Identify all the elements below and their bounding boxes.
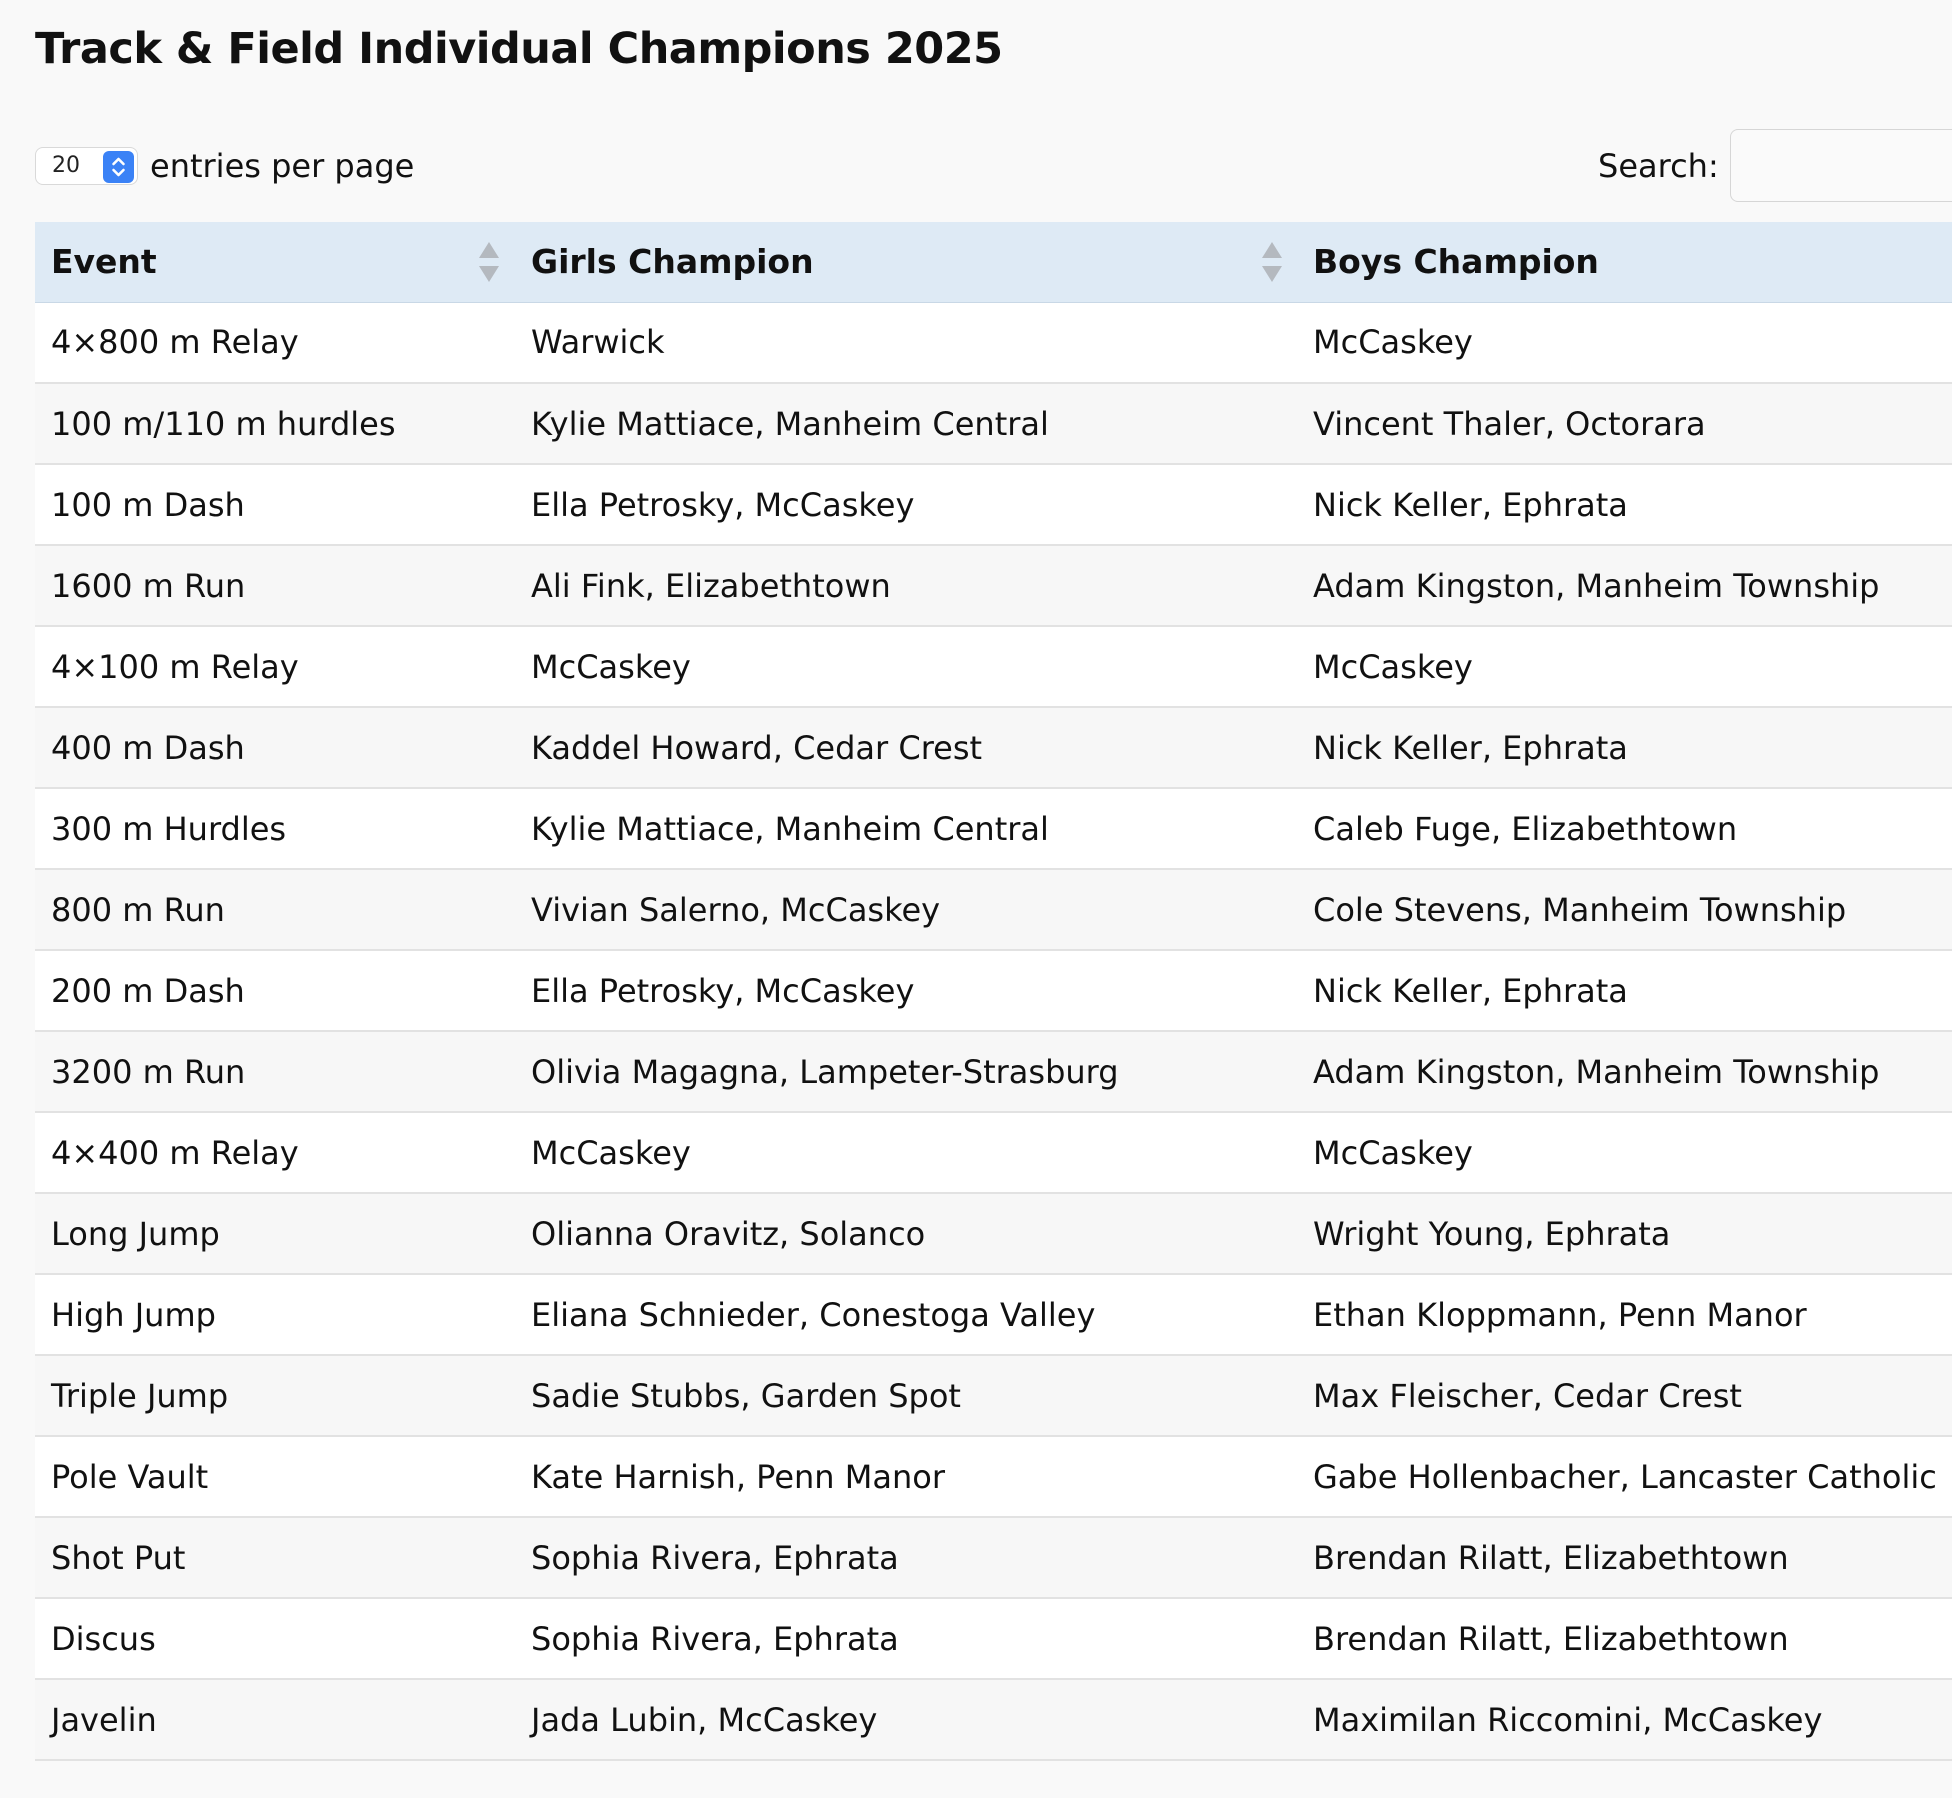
event-cell: Long Jump xyxy=(35,1193,515,1274)
column-header-girls-champion[interactable] xyxy=(515,222,1297,302)
event-cell: Pole Vault xyxy=(35,1436,515,1517)
champions-table xyxy=(35,222,1952,1761)
girls-champion-cell: Eliana Schnieder, Conestoga Valley xyxy=(515,1274,1297,1355)
boys-champion-cell: Caleb Fuge, Elizabethtown xyxy=(1297,788,1952,869)
boys-champion-cell: Ethan Kloppmann, Penn Manor xyxy=(1297,1274,1952,1355)
girls-champion-cell: Warwick xyxy=(515,302,1297,383)
column-header-boys-champion[interactable] xyxy=(1297,222,1952,302)
table-row xyxy=(35,1436,1952,1517)
event-cell: Triple Jump xyxy=(35,1355,515,1436)
event-cell: 200 m Dash xyxy=(35,950,515,1031)
up-down-chevron-icon[interactable] xyxy=(103,151,134,183)
boys-champion-cell: Vincent Thaler, Octorara xyxy=(1297,383,1952,464)
page-title: Track & Field Individual Champions 2025 xyxy=(35,24,1003,74)
sort-both-icon[interactable] xyxy=(477,240,501,284)
girls-champion-cell: Olianna Oravitz, Solanco xyxy=(515,1193,1297,1274)
boys-champion-cell: Cole Stevens, Manheim Township xyxy=(1297,869,1952,950)
event-cell: 1600 m Run xyxy=(35,545,515,626)
table-row xyxy=(35,545,1952,626)
table-controls xyxy=(35,128,1952,203)
search-label: Search: xyxy=(1598,146,1719,185)
girls-champion-cell: Sadie Stubbs, Garden Spot xyxy=(515,1355,1297,1436)
boys-champion-cell: Gabe Hollenbacher, Lancaster Catholic xyxy=(1297,1436,1952,1517)
page-length-control xyxy=(35,146,414,186)
column-header-boys-label: Boys Champion xyxy=(1313,242,1599,282)
table-row xyxy=(35,464,1952,545)
table-body xyxy=(35,302,1952,1760)
table-row xyxy=(35,1355,1952,1436)
boys-champion-cell: Adam Kingston, Manheim Township xyxy=(1297,545,1952,626)
boys-champion-cell: Brendan Rilatt, Elizabethtown xyxy=(1297,1517,1952,1598)
column-header-girls-label: Girls Champion xyxy=(531,242,814,282)
boys-champion-cell: McCaskey xyxy=(1297,302,1952,383)
table-row xyxy=(35,869,1952,950)
page-length-select[interactable] xyxy=(35,147,138,185)
girls-champion-cell: Kylie Mattiace, Manheim Central xyxy=(515,788,1297,869)
girls-champion-cell: Kylie Mattiace, Manheim Central xyxy=(515,383,1297,464)
event-cell: 800 m Run xyxy=(35,869,515,950)
table-row xyxy=(35,1598,1952,1679)
boys-champion-cell: McCaskey xyxy=(1297,626,1952,707)
girls-champion-cell: Kate Harnish, Penn Manor xyxy=(515,1436,1297,1517)
event-cell: Shot Put xyxy=(35,1517,515,1598)
search-input[interactable] xyxy=(1730,129,1952,202)
boys-champion-cell: Wright Young, Ephrata xyxy=(1297,1193,1952,1274)
column-header-event-label: Event xyxy=(51,242,157,282)
event-cell: High Jump xyxy=(35,1274,515,1355)
table-row xyxy=(35,1679,1952,1760)
boys-champion-cell: Brendan Rilatt, Elizabethtown xyxy=(1297,1598,1952,1679)
boys-champion-cell: Max Fleischer, Cedar Crest xyxy=(1297,1355,1952,1436)
girls-champion-cell: Ella Petrosky, McCaskey xyxy=(515,464,1297,545)
girls-champion-cell: Olivia Magagna, Lampeter-Strasburg xyxy=(515,1031,1297,1112)
table-row xyxy=(35,626,1952,707)
girls-champion-cell: Vivian Salerno, McCaskey xyxy=(515,869,1297,950)
boys-champion-cell: Maximilan Riccomini, McCaskey xyxy=(1297,1679,1952,1760)
event-cell: 4×400 m Relay xyxy=(35,1112,515,1193)
event-cell: 4×100 m Relay xyxy=(35,626,515,707)
event-cell: 300 m Hurdles xyxy=(35,788,515,869)
page-length-value: 20 xyxy=(52,153,80,178)
girls-champion-cell: Jada Lubin, McCaskey xyxy=(515,1679,1297,1760)
boys-champion-cell: Nick Keller, Ephrata xyxy=(1297,464,1952,545)
table-row xyxy=(35,788,1952,869)
event-cell: 400 m Dash xyxy=(35,707,515,788)
girls-champion-cell: Sophia Rivera, Ephrata xyxy=(515,1598,1297,1679)
girls-champion-cell: McCaskey xyxy=(515,1112,1297,1193)
event-cell: Discus xyxy=(35,1598,515,1679)
table-header-row xyxy=(35,222,1952,302)
table-row xyxy=(35,1193,1952,1274)
table-row xyxy=(35,707,1952,788)
table-row xyxy=(35,1274,1952,1355)
boys-champion-cell: McCaskey xyxy=(1297,1112,1952,1193)
girls-champion-cell: Sophia Rivera, Ephrata xyxy=(515,1517,1297,1598)
table-row xyxy=(35,1112,1952,1193)
event-cell: 100 m/110 m hurdles xyxy=(35,383,515,464)
girls-champion-cell: Ella Petrosky, McCaskey xyxy=(515,950,1297,1031)
table-row xyxy=(35,1517,1952,1598)
event-cell: 100 m Dash xyxy=(35,464,515,545)
boys-champion-cell: Nick Keller, Ephrata xyxy=(1297,707,1952,788)
table-row xyxy=(35,950,1952,1031)
event-cell: 3200 m Run xyxy=(35,1031,515,1112)
search-control xyxy=(1598,128,1952,203)
table-row xyxy=(35,383,1952,464)
boys-champion-cell: Nick Keller, Ephrata xyxy=(1297,950,1952,1031)
table-row xyxy=(35,302,1952,383)
girls-champion-cell: McCaskey xyxy=(515,626,1297,707)
event-cell: 4×800 m Relay xyxy=(35,302,515,383)
sort-both-icon[interactable] xyxy=(1260,240,1284,284)
column-header-event[interactable] xyxy=(35,222,515,302)
page-length-label: entries per page xyxy=(150,147,415,185)
girls-champion-cell: Ali Fink, Elizabethtown xyxy=(515,545,1297,626)
event-cell: Javelin xyxy=(35,1679,515,1760)
table-row xyxy=(35,1031,1952,1112)
table-header xyxy=(35,222,1952,302)
boys-champion-cell: Adam Kingston, Manheim Township xyxy=(1297,1031,1952,1112)
girls-champion-cell: Kaddel Howard, Cedar Crest xyxy=(515,707,1297,788)
